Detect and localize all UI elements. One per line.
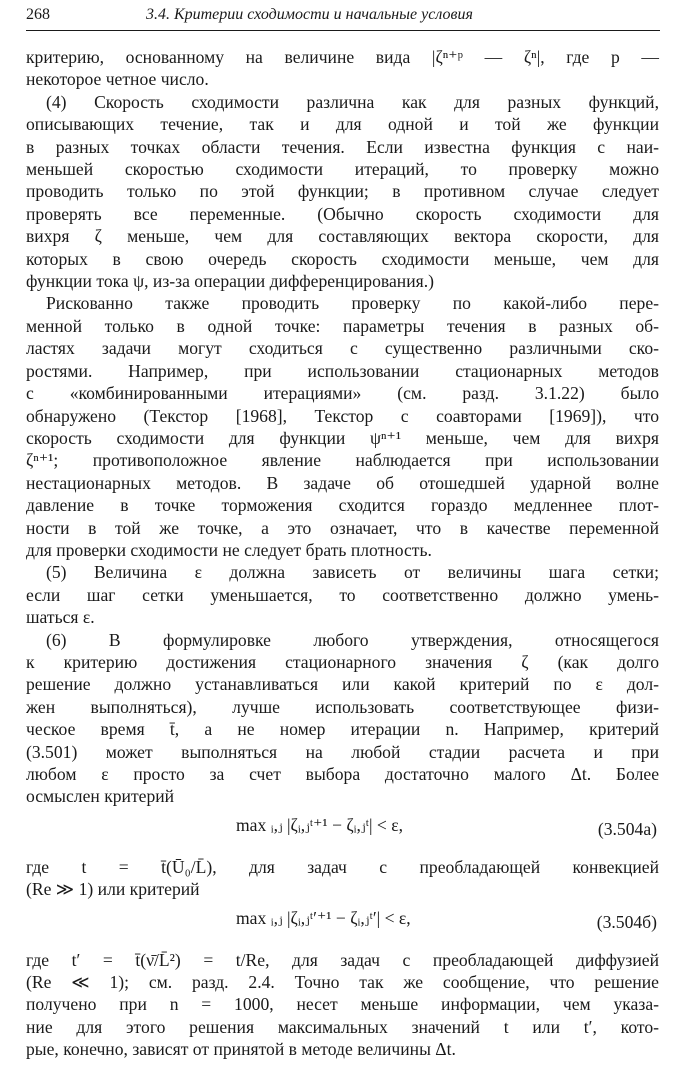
running-title: 3.4. Критерии сходимости и начальные условия [146,6,473,23]
text-line: ластях задачи могут сходиться с существенно различными ско- [26,338,659,359]
text-line: (Re ≪ 1); см. разд. 2.4. Точно так же сообщение, что решение [26,972,659,993]
text-line: функции тока ψ, из-за операции дифференцирования.) [26,271,434,292]
text-line: некоторое четное число. [26,69,209,90]
text-line: скорость сходимости для функции ψⁿ⁺¹ меньше, чем для вихря [26,427,659,448]
text-line: меньшей скоростью сходимости итераций, то проверку можно [26,159,659,180]
text-line: нестационарных методов. В задаче об отошедшей ударной волне [26,472,659,493]
text-line: менной только в одной точке: параметры течения в разных об- [26,315,659,336]
text-line: к критерию достижения стационарного значения ζ (как долго [26,651,659,672]
text-line: получено при n = 1000, несет меньше информации, чем указа- [26,994,659,1015]
formula-3-504a [26,808,659,856]
text-line: где t′ = t̄(ν̄/L̄²) = t/Re, для задач с преобладающей диффузией [26,949,659,970]
text-line: Рискованно также проводить проверку по какой-либо пере- [46,293,659,314]
text-line: любом ε просто за счет выбора достаточно малого Δt. Более [26,764,659,784]
text-line: для проверки сходимости не следует брать плотность. [26,539,432,560]
text-line: (3.501) может выполняться на любой стадии расчета и при [26,741,659,762]
text-line: обнаружено (Текстор [1968], Текстор с соавторами [1969]), что [26,405,659,426]
text-line: ности в той же точке, а это означает, что в качестве переменной [26,517,659,538]
text-line: рые, конечно, зависят от принятой в методе величины Δt. [26,1039,456,1060]
running-header [26,2,660,31]
text-line: которых в свою очередь скорость сходимости меньше, чем для [26,248,659,269]
text-line: (6) В формулировке любого утверждения, относящегося [46,629,659,650]
text-line: осмыслен критерий [26,786,175,807]
equation-number: (3.504б) [596,911,657,932]
text-line: если шаг сетки уменьшается, то соответственно должно умень- [26,584,659,605]
text-line: ческое время t̄, а не номер итерации n. Например, критерий [26,719,659,740]
text-line: (5) Величина ε должна зависеть от величины шага сетки; [46,562,659,583]
text-line: с «комбинированными итерациями» (см. разд. 3.1.22) было [26,383,659,404]
text-line: в разных точках области течения. Если известна функция с наи- [26,136,659,157]
text-line: описывающих течение, так и для одной и той же функции [26,114,659,135]
text-line: (Re ≫ 1) или критерий [26,879,200,900]
text-line: ζⁿ⁺¹; противоположное явление наблюдается при использовании [26,450,659,471]
equation-number: (3.504а) [597,818,657,839]
text-line: давление в точке торможения сходится гораздо медленнее плот- [26,495,659,516]
page-number: 268 [26,6,50,23]
text-line: где t = t̄(Ū₀/L̄), для задач с преобладающей конвекцией [26,856,659,877]
text-block-1 [26,46,659,808]
text-line: жен выполняться), лучше использовать соответствующее физи- [26,696,659,717]
text-line: шаться ε. [26,607,95,628]
text-line: ростями. Например, при использовании стационарных методов [26,360,659,381]
text-block-3 [26,949,659,1061]
text-line: проводить только по этой функции; в противном случае следует [26,181,659,202]
formula-expression: max ᵢ,ⱼ |ζᵢ,ⱼᵗ⁺¹ − ζᵢ,ⱼᵗ| < ε, [236,814,403,835]
text-line: проверять все переменные. (Обычно скорость сходимости для [26,203,659,224]
formula-expression: max ᵢ,ⱼ |ζᵢ,ⱼᵗ′⁺¹ − ζᵢ,ⱼᵗ′| < ε, [236,907,411,928]
formula-3-504b [26,901,659,949]
text-line: решение должно устанавливаться или какой критерий по ε дол- [26,674,659,695]
text-block-2 [26,856,659,901]
text-line: критерию, основанному на величине вида |ζⁿ⁺ᵖ — ζⁿ|, где p — [26,47,659,67]
text-line: ние для этого решения максимальных значений t или t′, кото- [26,1016,659,1037]
body-text [26,46,659,1061]
text-line: (4) Скорость сходимости различна как для разных функций, [46,91,659,112]
text-line: вихря ζ меньше, чем для составляющих вектора скорости, для [26,226,659,247]
